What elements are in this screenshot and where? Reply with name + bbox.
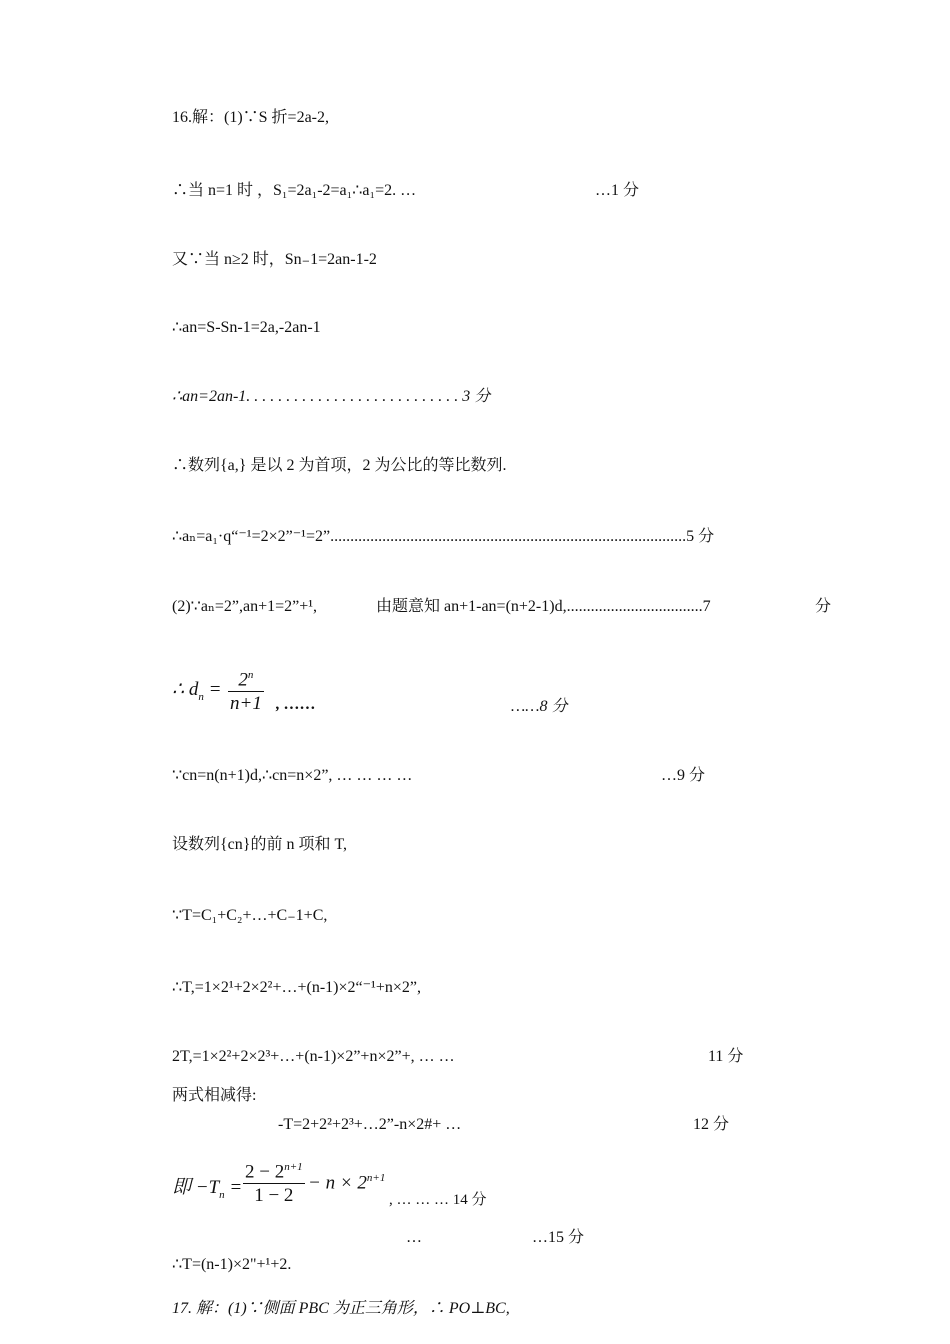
score-7-unit: 分 [815,598,832,615]
Tn-prefix: 即 −T [172,1177,220,1198]
line-general-term: ∴aₙ=a₁·q“⁻¹=2×2”⁻¹=2”.........................................................................................5 分 [172,528,715,545]
line-n-ge-2: 又∵当 n≥2 时，Sn₋1=2an-1-2 [172,251,377,268]
dn-numerator: 2$^n$ [238,669,254,691]
line-sum-expression: ∵T=C₁+C₂+…+C₋1+C, [172,907,328,924]
Tn-eq: = [229,1177,243,1198]
score-12: 12 分 [693,1116,730,1133]
line-part2-condition: 由题意知 an+1-an=(n+2-1)d,..................................7 [376,598,711,615]
Tn-sub: n [219,1188,225,1201]
line-n1-case: ∴当 n=1 时 ，S₁=2a₁-2=a₁∴a₁=2. … [172,182,417,199]
formula-dn-fraction [228,664,264,716]
formula-Tn-fraction [243,1156,305,1208]
line-recurrence: ∴an=2an-1. . . . . . . . . . . . . . . . . . . . . . . . . . . 3 分 [172,388,491,405]
line-Tn-expansion: ∴T,=1×2¹+2×2²+…+(n-1)×2“⁻¹+n×2”, [172,979,421,996]
score-11: 11 分 [708,1048,744,1065]
line-cn: ∵cn=n(n+1)d,∴cn=n×2”, … … … … [172,767,413,784]
dn-denominator: n+1 [230,693,262,715]
score-14: , … … … 14 分 [389,1192,487,1208]
line-sum-definition: 设数列{cn}的前 n 项和 T, [172,836,348,853]
score-1: …1 分 [595,182,640,199]
score-8: ……8 分 [511,698,568,715]
line-subtract: 两式相减得: [172,1087,257,1104]
line-2Tn-expansion: 2T,=1×2²+2×2³+…+(n-1)×2”+n×2”+, … … [172,1048,455,1065]
formula-Tn-tail: − $n \times 2^{n+1}$ [308,1172,386,1194]
Tn-denominator: 1 − 2 [254,1185,294,1207]
ellipsis-left: … [406,1229,422,1246]
line-part2-start: (2)∵aₙ=2”,an+1=2”+¹, [172,598,318,615]
score-9: …9 分 [661,767,706,784]
line-an-difference: ∴an=S-Sn-1=2a,-2an-1 [172,319,321,336]
line-geometric-sequence: ∴数列{a,} 是以 2 为首项，2 为公比的等比数列. [172,457,507,474]
score-15: …15 分 [532,1229,585,1246]
line-problem-17-heading: 17. 解：(1)∵侧面 PBC 为正三角形，∴ PO⊥BC, [172,1300,510,1317]
line-problem-16-heading: 16.解：(1)∵S 折=2a-2, [172,109,330,126]
formula-dn-left [172,678,221,703]
line-difference: -T=2+2²+2³+…2”-n×2#+ … [278,1116,462,1133]
dn-prefix: ∴ d [172,679,199,700]
dn-tail: , …… [276,696,316,713]
dn-eq: = [208,679,222,700]
Tn-numerator: $2 - 2^{n+1}$ [245,1161,303,1183]
line-Tn-result: ∴T=(n-1)×2"+¹+2. [172,1256,292,1273]
dn-sub: n [198,690,204,703]
formula-Tn-left [172,1172,242,1201]
